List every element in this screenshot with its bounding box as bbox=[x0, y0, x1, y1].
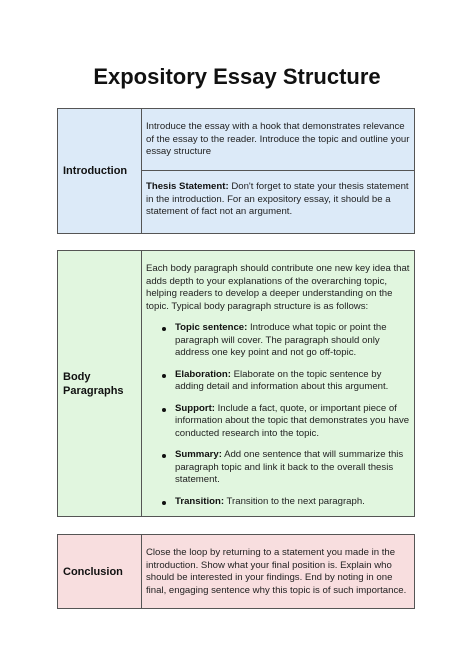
introduction-label: Introduction bbox=[58, 109, 142, 233]
thesis-statement-block bbox=[142, 171, 414, 219]
body-paragraphs-content bbox=[142, 251, 414, 516]
body-paragraphs-label: Body Paragraphs bbox=[58, 251, 142, 516]
page-title: Expository Essay Structure bbox=[93, 64, 381, 89]
list-item-text: Introduce what topic or point the paragraph will cover. The paragraph should only address one key point and not go off-topic. bbox=[175, 322, 387, 358]
bullet-icon bbox=[162, 327, 166, 331]
list-item-term: Transition: bbox=[175, 495, 225, 507]
conclusion-label: Conclusion bbox=[58, 535, 142, 608]
bullet-icon bbox=[162, 454, 166, 458]
conclusion-content: Close the loop by returning to a statement you made in the introduction. Show what your final position is. Explain who should be interested in your findings. End by noting in one final, engaging sentence why this topic is of such importance. bbox=[146, 547, 407, 596]
list-item-elaboration bbox=[146, 369, 410, 394]
list-item-text: Include a fact, quote, or important piece of information about the topic that demonstrates you have conducted research into the topic. bbox=[175, 402, 410, 439]
thesis-statement-text: Don't forget to state your thesis statement in the introduction. For an expository essay, it should be a statement of fact not an argument. bbox=[146, 181, 409, 217]
conclusion-section bbox=[57, 534, 415, 609]
bullet-icon bbox=[162, 501, 166, 505]
list-item-text: Add one sentence that will summarize this paragraph topic and link it back to the overall thesis statement. bbox=[175, 449, 404, 485]
list-item-transition bbox=[146, 496, 410, 509]
list-item-topic-sentence bbox=[146, 322, 410, 360]
list-item-support bbox=[146, 403, 410, 441]
bullet-icon bbox=[162, 374, 166, 378]
list-item-term: Support: bbox=[175, 402, 215, 414]
list-item-term: Summary: bbox=[175, 449, 222, 460]
thesis-statement-label: Thesis Statement: bbox=[146, 181, 229, 192]
introduction-section bbox=[57, 108, 415, 234]
list-item-term: Topic sentence: bbox=[175, 322, 248, 333]
introduction-text: Introduce the essay with a hook that demonstrates relevance of the essay to the reader. Introduce the topic and outline your essay structure bbox=[142, 109, 414, 171]
list-item-text: Elaborate on the topic sentence by adding detail and information about this argument. bbox=[175, 368, 389, 392]
list-item-term: Elaboration: bbox=[175, 368, 231, 380]
body-structure-list bbox=[146, 322, 410, 508]
list-item-text: Transition to the next paragraph. bbox=[226, 495, 365, 507]
introduction-content bbox=[142, 109, 414, 233]
body-paragraphs-section bbox=[57, 250, 415, 517]
list-item-summary bbox=[146, 449, 410, 487]
body-paragraphs-intro: Each body paragraph should contribute one new key idea that adds depth to your explanations of the overarching topic, helping readers to develop a deeper understanding on the topic. Typical body paragraph structure is as follows: bbox=[146, 263, 410, 312]
bullet-icon bbox=[162, 408, 166, 412]
